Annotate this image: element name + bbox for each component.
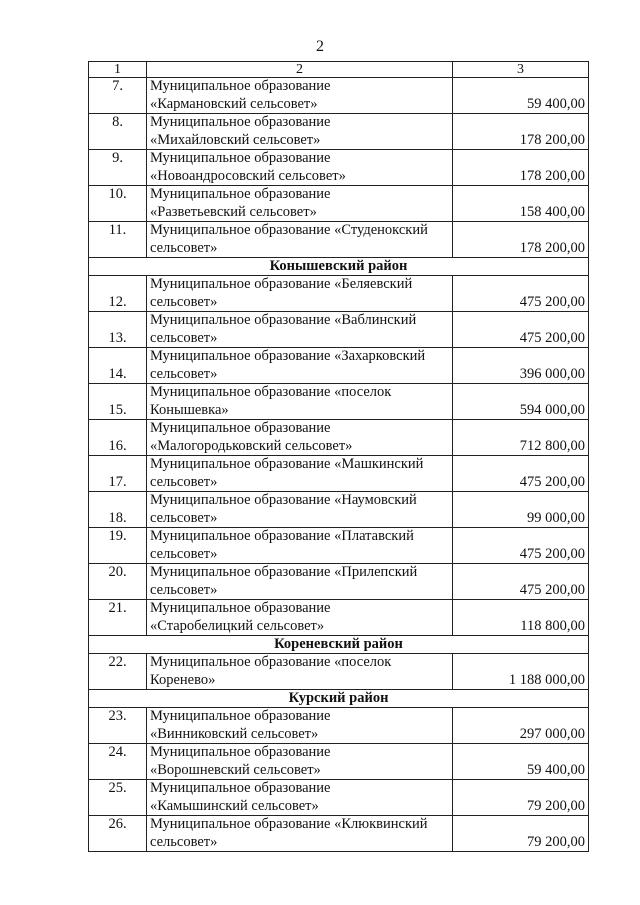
amount-value: 475 200,00 xyxy=(453,564,589,600)
column-header: 2 xyxy=(147,62,453,78)
municipality-name-line: Муниципальное образование xyxy=(150,744,331,760)
row-number: 20. xyxy=(89,564,147,600)
district-name: Конышевский район xyxy=(89,258,589,276)
row-number: 26. xyxy=(89,816,147,852)
table-row xyxy=(89,420,589,456)
row-number: 10. xyxy=(89,186,147,222)
row-number: 17. xyxy=(89,456,147,492)
municipality-name-line: «Винниковский сельсовет» xyxy=(150,725,319,742)
table-row xyxy=(89,114,589,150)
row-number: 19. xyxy=(89,528,147,564)
municipality-name-line: Муниципальное образование xyxy=(150,150,331,166)
amount-value: 79 200,00 xyxy=(453,816,589,852)
municipality-name-line: сельсовет» xyxy=(150,293,218,310)
amount-value: 712 800,00 xyxy=(453,420,589,456)
row-number: 16. xyxy=(89,420,147,456)
municipality-name-line: Муниципальное образование xyxy=(150,78,331,94)
municipality-name-line: «Разветьевский сельсовет» xyxy=(150,203,317,220)
row-number: 24. xyxy=(89,744,147,780)
table-row xyxy=(89,654,589,690)
municipality-name-line: Муниципальное образование «поселок xyxy=(150,654,392,670)
row-number: 21. xyxy=(89,600,147,636)
municipality-name xyxy=(147,186,453,222)
row-number: 25. xyxy=(89,780,147,816)
municipality-name-line: сельсовет» xyxy=(150,581,218,598)
municipality-name-line: сельсовет» xyxy=(150,239,218,256)
municipality-name xyxy=(147,564,453,600)
table-row xyxy=(89,276,589,312)
municipality-name xyxy=(147,708,453,744)
district-header-row xyxy=(89,636,589,654)
municipality-name-line: сельсовет» xyxy=(150,509,218,526)
amount-value: 475 200,00 xyxy=(453,276,589,312)
table-row xyxy=(89,816,589,852)
row-number: 13. xyxy=(89,312,147,348)
municipality-name-line: «Старобелицкий сельсовет» xyxy=(150,617,325,634)
column-header: 1 xyxy=(89,62,147,78)
municipality-name-line: Муниципальное образование «Захарковский xyxy=(150,348,426,364)
table-row xyxy=(89,600,589,636)
municipality-name-line: сельсовет» xyxy=(150,833,218,850)
municipality-name-line: Муниципальное образование xyxy=(150,708,331,724)
amount-value: 475 200,00 xyxy=(453,312,589,348)
municipality-name xyxy=(147,744,453,780)
table-row xyxy=(89,744,589,780)
municipality-name-line: «Михайловский сельсовет» xyxy=(150,131,321,148)
municipality-name xyxy=(147,348,453,384)
amount-value: 59 400,00 xyxy=(453,78,589,114)
municipality-name-line: Конышевка» xyxy=(150,401,229,418)
municipality-name-line: сельсовет» xyxy=(150,329,218,346)
municipality-name xyxy=(147,600,453,636)
row-number: 9. xyxy=(89,150,147,186)
amount-value: 475 200,00 xyxy=(453,456,589,492)
municipality-name-line: «Кармановский сельсовет» xyxy=(150,95,318,112)
municipality-name xyxy=(147,420,453,456)
row-number: 23. xyxy=(89,708,147,744)
municipality-name-line: Муниципальное образование «Платавский xyxy=(150,528,414,544)
table-row xyxy=(89,492,589,528)
municipality-name-line: Муниципальное образование «Прилепский xyxy=(150,564,418,580)
amount-value: 59 400,00 xyxy=(453,744,589,780)
district-name: Кореневский район xyxy=(89,636,589,654)
table-row xyxy=(89,384,589,420)
row-number: 22. xyxy=(89,654,147,690)
row-number: 8. xyxy=(89,114,147,150)
amount-value: 297 000,00 xyxy=(453,708,589,744)
table-row xyxy=(89,456,589,492)
municipality-name xyxy=(147,528,453,564)
municipality-name-line: Муниципальное образование xyxy=(150,600,331,616)
amount-value: 178 200,00 xyxy=(453,114,589,150)
amount-value: 594 000,00 xyxy=(453,384,589,420)
table-row xyxy=(89,708,589,744)
row-number: 11. xyxy=(89,222,147,258)
municipality-name-line: сельсовет» xyxy=(150,545,218,562)
row-number: 12. xyxy=(89,276,147,312)
table-header-row xyxy=(89,62,589,78)
amount-value: 475 200,00 xyxy=(453,528,589,564)
table-row xyxy=(89,780,589,816)
table-row xyxy=(89,564,589,600)
municipality-name-line: Муниципальное образование xyxy=(150,186,331,202)
table-row xyxy=(89,348,589,384)
municipality-name xyxy=(147,456,453,492)
row-number: 18. xyxy=(89,492,147,528)
municipality-name xyxy=(147,114,453,150)
municipality-name xyxy=(147,150,453,186)
municipality-name xyxy=(147,312,453,348)
table-row xyxy=(89,528,589,564)
municipality-name-line: сельсовет» xyxy=(150,473,218,490)
municipality-name xyxy=(147,276,453,312)
municipality-name-line: «Камышинский сельсовет» xyxy=(150,797,319,814)
row-number: 15. xyxy=(89,384,147,420)
amount-value: 99 000,00 xyxy=(453,492,589,528)
amount-value: 79 200,00 xyxy=(453,780,589,816)
municipality-name-line: Муниципальное образование «Машкинский xyxy=(150,456,424,472)
page-number: 2 xyxy=(316,38,324,55)
municipality-name-line: сельсовет» xyxy=(150,365,218,382)
table-row xyxy=(89,150,589,186)
table-row xyxy=(89,222,589,258)
municipality-name xyxy=(147,816,453,852)
amount-value: 178 200,00 xyxy=(453,222,589,258)
municipality-name-line: Муниципальное образование «Клюквинский xyxy=(150,816,428,832)
municipality-name-line: Муниципальное образование xyxy=(150,420,331,436)
table-row xyxy=(89,78,589,114)
table-row xyxy=(89,186,589,222)
municipality-name-line: Коренево» xyxy=(150,671,216,688)
allocation-table xyxy=(88,61,589,852)
district-name: Курский район xyxy=(89,690,589,708)
table-row xyxy=(89,312,589,348)
district-header-row xyxy=(89,690,589,708)
municipality-name-line: Муниципальное образование xyxy=(150,114,331,130)
municipality-name-line: Муниципальное образование «Наумовский xyxy=(150,492,417,508)
municipality-name xyxy=(147,384,453,420)
municipality-name-line: Муниципальное образование «Беляевский xyxy=(150,276,413,292)
municipality-name xyxy=(147,492,453,528)
row-number: 14. xyxy=(89,348,147,384)
municipality-name xyxy=(147,654,453,690)
municipality-name xyxy=(147,780,453,816)
municipality-name xyxy=(147,222,453,258)
column-header: 3 xyxy=(453,62,589,78)
municipality-name-line: «Малогородьковский сельсовет» xyxy=(150,437,353,454)
municipality-name-line: Муниципальное образование «поселок xyxy=(150,384,392,400)
municipality-name-line: Муниципальное образование «Студенокский xyxy=(150,222,428,238)
amount-value: 158 400,00 xyxy=(453,186,589,222)
amount-value: 178 200,00 xyxy=(453,150,589,186)
amount-value: 1 188 000,00 xyxy=(453,654,589,690)
district-header-row xyxy=(89,258,589,276)
municipality-name xyxy=(147,78,453,114)
municipality-name-line: Муниципальное образование xyxy=(150,780,331,796)
amount-value: 396 000,00 xyxy=(453,348,589,384)
amount-value: 118 800,00 xyxy=(453,600,589,636)
row-number: 7. xyxy=(89,78,147,114)
municipality-name-line: «Ворошневский сельсовет» xyxy=(150,761,321,778)
table-body xyxy=(89,78,589,852)
municipality-name-line: «Новоандросовский сельсовет» xyxy=(150,167,346,184)
municipality-name-line: Муниципальное образование «Ваблинский xyxy=(150,312,417,328)
